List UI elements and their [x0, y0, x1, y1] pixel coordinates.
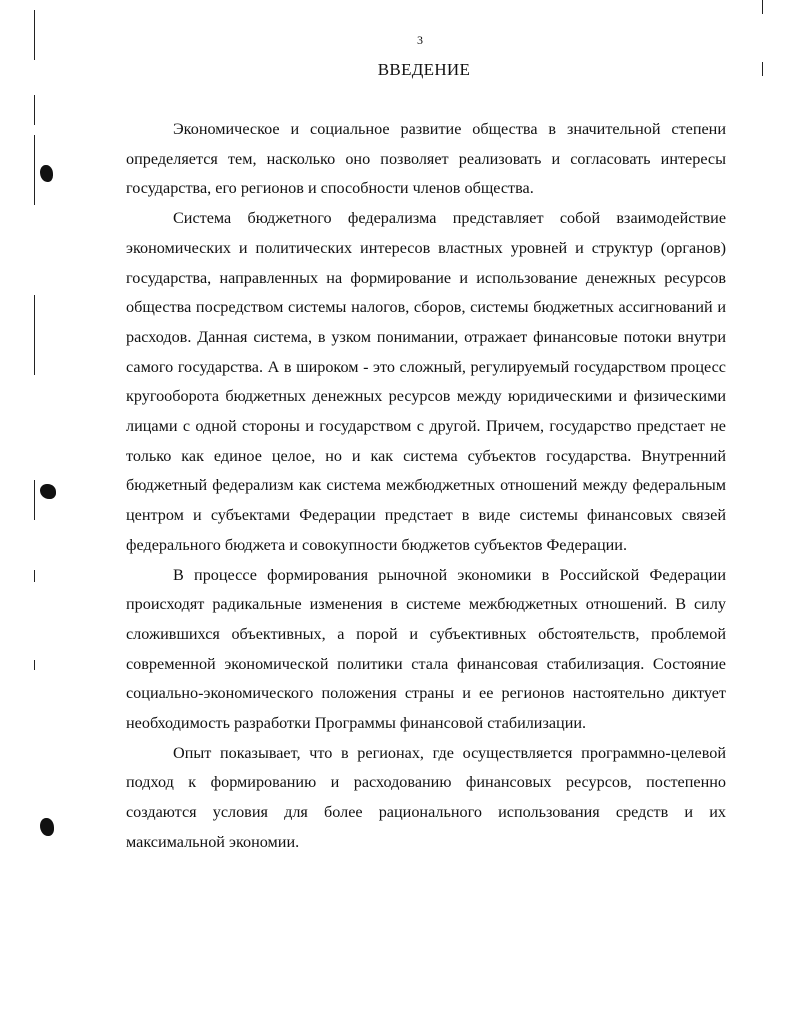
page-title: ВВЕДЕНИЕ — [377, 60, 471, 79]
scan-margin-line — [762, 0, 763, 14]
scan-margin-line — [34, 660, 35, 670]
paragraph: Система бюджетного федерализма представляет собой взаимодействие экономических и политических интересов властных уровней и структур (органов) государства, направленных на формирование и использование денежных ресурсов общества посредством системы налогов, сборов, системы бюджетных ассигнований и расходов. Данная система, в узком понимании, отражает финансовые потоки внутри самого государства. А в широком - это сложный, регулируемый государством процесс кругооборота бюджетных денежных ресурсов между юридическими и физическими лицами с одной стороны и государством с другой. Причем, государство предстает не только как единое целое, но и как система субъектов государства. Внутренний бюджетный федерализм как система межбюджетных отношений между федеральным центром и субъектами Федерации предстает в виде системы финансовых связей федерального бюджета и совокупности бюджетов субъектов Федерации. — [126, 209, 726, 554]
paragraph: В процессе формирования рыночной экономики в Российской Федерации происходят радикальные изменения в системе межбюджетных отношений. В силу сложившихся объективных, а порой и субъективных обстоятельств, проблемой современной экономической политики стала финансовая стабилизация. Состояние социально-экономического положения страны и ее регионов настоятельно диктует необходимость разработки Программы финансовой стабилизации. — [126, 565, 726, 733]
scan-margin-line — [34, 480, 35, 520]
page-number: 3 — [417, 33, 423, 47]
punch-hole-mark — [40, 165, 53, 182]
scan-margin-line — [34, 95, 35, 125]
scan-margin-line — [34, 295, 35, 375]
paragraph: Опыт показывает, что в регионах, где осуществляется программно-целевой подход к формированию и расходованию финансовых ресурсов, постепенно создаются условия для более рационального использования средств и их максимальной экономии. — [126, 743, 726, 851]
scan-margin-line — [34, 570, 35, 582]
punch-hole-mark — [40, 818, 54, 836]
paragraph: Экономическое и социальное развитие общества в значительной степени определяется тем, насколько оно позволяет реализовать и согласовать интересы государства, его регионов и способности членов общества. — [126, 120, 726, 198]
scan-margin-line — [34, 135, 35, 205]
body-text — [126, 115, 726, 858]
punch-hole-mark — [40, 484, 56, 499]
scan-margin-line — [34, 10, 35, 60]
